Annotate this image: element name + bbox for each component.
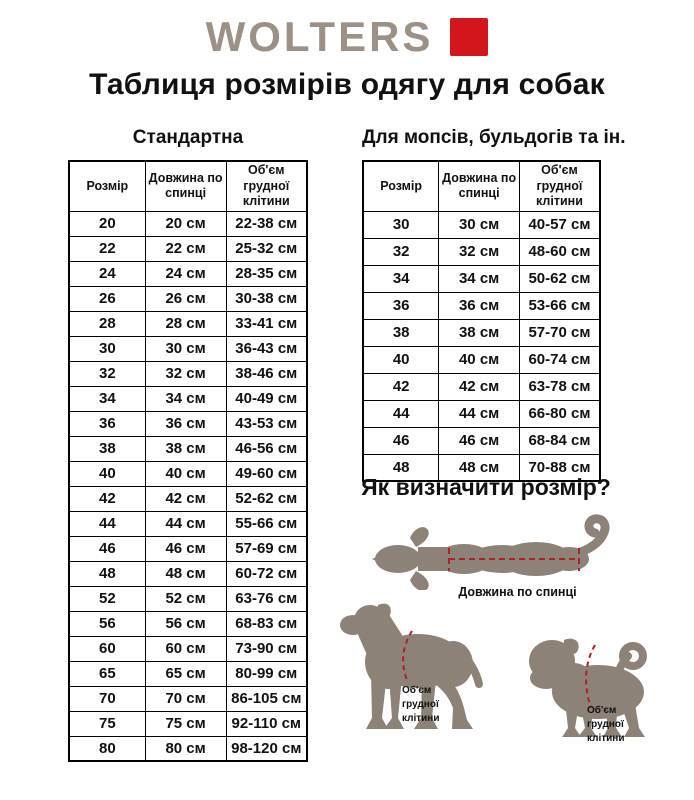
table-cell: 98-120 см [226, 736, 307, 761]
table-cell: 34 [69, 386, 145, 411]
table-row [363, 319, 600, 346]
table-cell: 63-76 см [226, 586, 307, 611]
chest-label-line: Об'єм [402, 685, 432, 696]
pug-size-table-section [362, 124, 626, 482]
table-cell: 48 [363, 454, 439, 481]
table-cell: 26 [69, 286, 145, 311]
table-row [69, 411, 307, 436]
table-row [69, 211, 307, 236]
table-row [363, 400, 600, 427]
table-row [69, 736, 307, 761]
table-cell: 40 [69, 461, 145, 486]
table-cell: 73-90 см [226, 636, 307, 661]
table-cell: 30-38 см [226, 286, 307, 311]
column-header: Об'єм грудної клітини [226, 161, 307, 211]
table-cell: 36 см [439, 292, 520, 319]
table-cell: 65 см [145, 661, 226, 686]
table-row [69, 586, 307, 611]
table-cell: 80 см [145, 736, 226, 761]
table-cell: 36 [69, 411, 145, 436]
brand-logo [0, 13, 694, 60]
table-cell: 56 см [145, 611, 226, 636]
table-cell: 40-49 см [226, 386, 307, 411]
table-cell: 20 см [145, 211, 226, 236]
table-cell: 70-88 см [519, 454, 600, 481]
table-cell: 55-66 см [226, 511, 307, 536]
dog-tail [581, 519, 605, 552]
table-cell: 34 см [145, 386, 226, 411]
brand-red-square-mark [450, 18, 488, 56]
table-cell: 65 [69, 661, 145, 686]
table-row [69, 386, 307, 411]
table-cell: 44 см [145, 511, 226, 536]
standard-size-table [68, 160, 308, 762]
table-row [69, 461, 307, 486]
column-header: Довжина по спинці [439, 161, 520, 211]
table-cell: 48-60 см [519, 238, 600, 265]
table-cell: 48 [69, 561, 145, 586]
table-cell: 38 [69, 436, 145, 461]
table-cell: 33-41 см [226, 311, 307, 336]
table-cell: 49-60 см [226, 461, 307, 486]
chest-label-line: клітини [402, 713, 440, 724]
table-cell: 26 см [145, 286, 226, 311]
table-cell: 20 [69, 211, 145, 236]
table-row [69, 236, 307, 261]
table-cell: 32 [69, 361, 145, 386]
chest-label-line: Об'єм [587, 705, 617, 716]
table-row [363, 265, 600, 292]
table-row [69, 511, 307, 536]
table-cell: 70 [69, 686, 145, 711]
table-cell: 66-80 см [519, 400, 600, 427]
table-cell: 63-78 см [519, 373, 600, 400]
table-cell: 53-66 см [519, 292, 600, 319]
table-cell: 80-99 см [226, 661, 307, 686]
table-cell: 57-69 см [226, 536, 307, 561]
table-cell: 22 см [145, 236, 226, 261]
table-cell: 38 см [145, 436, 226, 461]
table-row [363, 427, 600, 454]
table-row [69, 661, 307, 686]
table-row [69, 711, 307, 736]
table-row [363, 238, 600, 265]
guide-heading: Як визначити розмір? [361, 474, 611, 500]
chest-label-line: грудної [402, 699, 439, 710]
pug-size-table [362, 160, 601, 482]
table-cell: 32 [363, 238, 439, 265]
table-cell: 68-83 см [226, 611, 307, 636]
table-cell: 57-70 см [519, 319, 600, 346]
table-cell: 46 см [145, 536, 226, 561]
table-row [69, 561, 307, 586]
table-cell: 38 см [439, 319, 520, 346]
table-cell: 52 [69, 586, 145, 611]
table-cell: 42 [363, 373, 439, 400]
table-cell: 30 [69, 336, 145, 361]
standard-size-table-section [68, 124, 308, 762]
table-cell: 80 [69, 736, 145, 761]
table-cell: 70 см [145, 686, 226, 711]
table-cell: 44 [363, 400, 439, 427]
table-row [69, 486, 307, 511]
table-cell: 43-53 см [226, 411, 307, 436]
table-cell: 36 [363, 292, 439, 319]
table-cell: 28-35 см [226, 261, 307, 286]
table-cell: 30 [363, 211, 439, 238]
table-cell: 68-84 см [519, 427, 600, 454]
dog-top-view-silhouette [370, 510, 626, 590]
chest-volume-label-dog [402, 684, 440, 726]
column-header: Розмір [69, 161, 145, 211]
column-header: Розмір [363, 161, 439, 211]
table-cell: 22-38 см [226, 211, 307, 236]
table-cell: 30 см [145, 336, 226, 361]
table-cell: 40 см [439, 346, 520, 373]
table-row [363, 346, 600, 373]
table-cell: 52 см [145, 586, 226, 611]
table-row [69, 536, 307, 561]
chest-volume-label-pug [587, 704, 625, 746]
table-cell: 28 [69, 311, 145, 336]
table-cell: 42 [69, 486, 145, 511]
table-row [363, 373, 600, 400]
table-cell: 52-62 см [226, 486, 307, 511]
table-cell: 60 см [145, 636, 226, 661]
pug-tail-curl [623, 646, 643, 666]
table-header-row [363, 161, 600, 211]
table-cell: 24 [69, 261, 145, 286]
table-cell: 86-105 см [226, 686, 307, 711]
table-cell: 46-56 см [226, 436, 307, 461]
table-cell: 38-46 см [226, 361, 307, 386]
table-cell: 32 см [145, 361, 226, 386]
table-row [69, 261, 307, 286]
table-cell: 36-43 см [226, 336, 307, 361]
chest-label-line: клітини [587, 733, 625, 744]
table-row [69, 686, 307, 711]
table-cell: 92-110 см [226, 711, 307, 736]
table-cell: 48 см [439, 454, 520, 481]
table-cell: 75 см [145, 711, 226, 736]
table-cell: 40 см [145, 461, 226, 486]
table-row [69, 361, 307, 386]
table-cell: 60 [69, 636, 145, 661]
table-cell: 25-32 см [226, 236, 307, 261]
table-cell: 46 см [439, 427, 520, 454]
chest-label-line: грудної [587, 719, 624, 730]
back-length-label: Довжина по спинці [458, 585, 577, 599]
table-cell: 40 [363, 346, 439, 373]
table-cell: 38 [363, 319, 439, 346]
table-cell: 22 [69, 236, 145, 261]
table-row [69, 336, 307, 361]
table-cell: 44 [69, 511, 145, 536]
page-title: Таблиця розмірів одягу для собак [89, 68, 605, 101]
table-cell: 42 см [145, 486, 226, 511]
table-cell: 46 [363, 427, 439, 454]
table-cell: 40-57 см [519, 211, 600, 238]
pug-table-title: Для мопсів, бульдогів та ін. [362, 127, 626, 148]
table-row [363, 211, 600, 238]
table-row [363, 292, 600, 319]
table-row [69, 436, 307, 461]
table-cell: 44 см [439, 400, 520, 427]
table-cell: 28 см [145, 311, 226, 336]
table-cell: 32 см [439, 238, 520, 265]
column-header: Об'єм грудної клітини [519, 161, 600, 211]
table-cell: 34 см [439, 265, 520, 292]
table-row [69, 311, 307, 336]
table-cell: 36 см [145, 411, 226, 436]
table-cell: 48 см [145, 561, 226, 586]
table-row [69, 286, 307, 311]
table-cell: 60-74 см [519, 346, 600, 373]
brand-logo-text: WOLTERS [205, 13, 434, 60]
column-header: Довжина по спинці [145, 161, 226, 211]
table-cell: 30 см [439, 211, 520, 238]
table-cell: 75 [69, 711, 145, 736]
table-cell: 46 [69, 536, 145, 561]
table-header-row [69, 161, 307, 211]
table-row [69, 611, 307, 636]
table-cell: 50-62 см [519, 265, 600, 292]
table-cell: 24 см [145, 261, 226, 286]
standard-table-title: Стандартна [132, 127, 244, 148]
table-cell: 60-72 см [226, 561, 307, 586]
table-row [69, 636, 307, 661]
table-cell: 42 см [439, 373, 520, 400]
table-cell: 34 [363, 265, 439, 292]
table-cell: 56 [69, 611, 145, 636]
